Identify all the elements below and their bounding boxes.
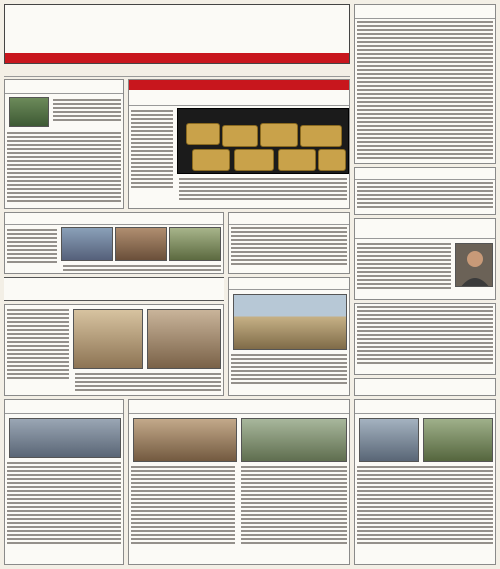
story-mid-left xyxy=(4,304,224,396)
masthead-bar xyxy=(5,53,349,63)
meeting-photo xyxy=(241,418,347,462)
headline-bar-right xyxy=(354,378,496,396)
headline-left-2 xyxy=(5,213,223,225)
ceremony-photo xyxy=(147,309,221,369)
story-body xyxy=(129,464,237,564)
people-photo xyxy=(359,418,419,462)
story-body xyxy=(229,352,349,395)
story-body xyxy=(5,130,123,208)
event-photo xyxy=(169,227,221,261)
story-bottom-right xyxy=(354,399,496,565)
story-body xyxy=(239,464,349,564)
story-body xyxy=(229,225,349,273)
band-headline xyxy=(4,278,224,289)
story-body xyxy=(5,227,59,273)
meeting-photo xyxy=(133,418,237,462)
story-left-2 xyxy=(4,212,224,274)
event-photo xyxy=(61,227,113,261)
sack xyxy=(278,149,316,171)
sack xyxy=(234,149,274,171)
ceremony-photo xyxy=(73,309,143,369)
group-photo xyxy=(9,418,121,458)
story-body xyxy=(73,371,223,395)
story-body xyxy=(61,263,223,273)
band-headline-block xyxy=(4,277,224,301)
story-left-1 xyxy=(4,79,124,209)
person-icon xyxy=(456,244,493,287)
story-body xyxy=(177,176,349,208)
headline-right-2 xyxy=(355,168,495,180)
headline-center-main xyxy=(129,90,349,106)
story-body xyxy=(5,460,123,564)
story-right-4 xyxy=(354,303,496,375)
headline-right-3 xyxy=(355,219,495,239)
headline-mid-left xyxy=(229,278,349,290)
story-body xyxy=(51,97,123,127)
story-right-top xyxy=(354,4,496,164)
story-body xyxy=(355,19,495,163)
headline-mid-right xyxy=(355,379,495,395)
story-mid-center xyxy=(228,277,350,396)
building-photo xyxy=(233,294,347,350)
headline-bottom-left xyxy=(5,400,123,414)
sack xyxy=(186,123,220,145)
story-right-3 xyxy=(354,218,496,300)
story-bottom-left xyxy=(4,399,124,565)
headline-bottom-right xyxy=(355,400,495,414)
story-center-lead xyxy=(128,79,350,209)
headline-bottom-center xyxy=(129,400,349,414)
story-center-2 xyxy=(228,212,350,274)
story-body xyxy=(355,180,495,214)
sack xyxy=(318,149,346,171)
story-body xyxy=(355,464,495,564)
sack xyxy=(260,123,298,147)
headline-center-2 xyxy=(229,213,349,225)
jute-mill-photo xyxy=(177,108,349,174)
story-bottom-center xyxy=(128,399,350,565)
story-body xyxy=(5,307,71,395)
sack xyxy=(192,149,230,171)
date-strip xyxy=(4,67,350,77)
story-right-2 xyxy=(354,167,496,215)
headline-right-top xyxy=(355,5,495,19)
story-body xyxy=(129,108,175,208)
center-kicker xyxy=(129,80,349,90)
story-body xyxy=(355,304,495,374)
sack xyxy=(300,125,342,147)
band-subheadline xyxy=(4,289,224,301)
event-photo xyxy=(115,227,167,261)
portrait-photo xyxy=(455,243,493,287)
story-body xyxy=(355,241,453,299)
headline-left-1 xyxy=(5,80,123,94)
people-photo xyxy=(423,418,493,462)
masthead xyxy=(4,4,350,64)
sack xyxy=(222,125,258,147)
story-photo xyxy=(9,97,49,127)
